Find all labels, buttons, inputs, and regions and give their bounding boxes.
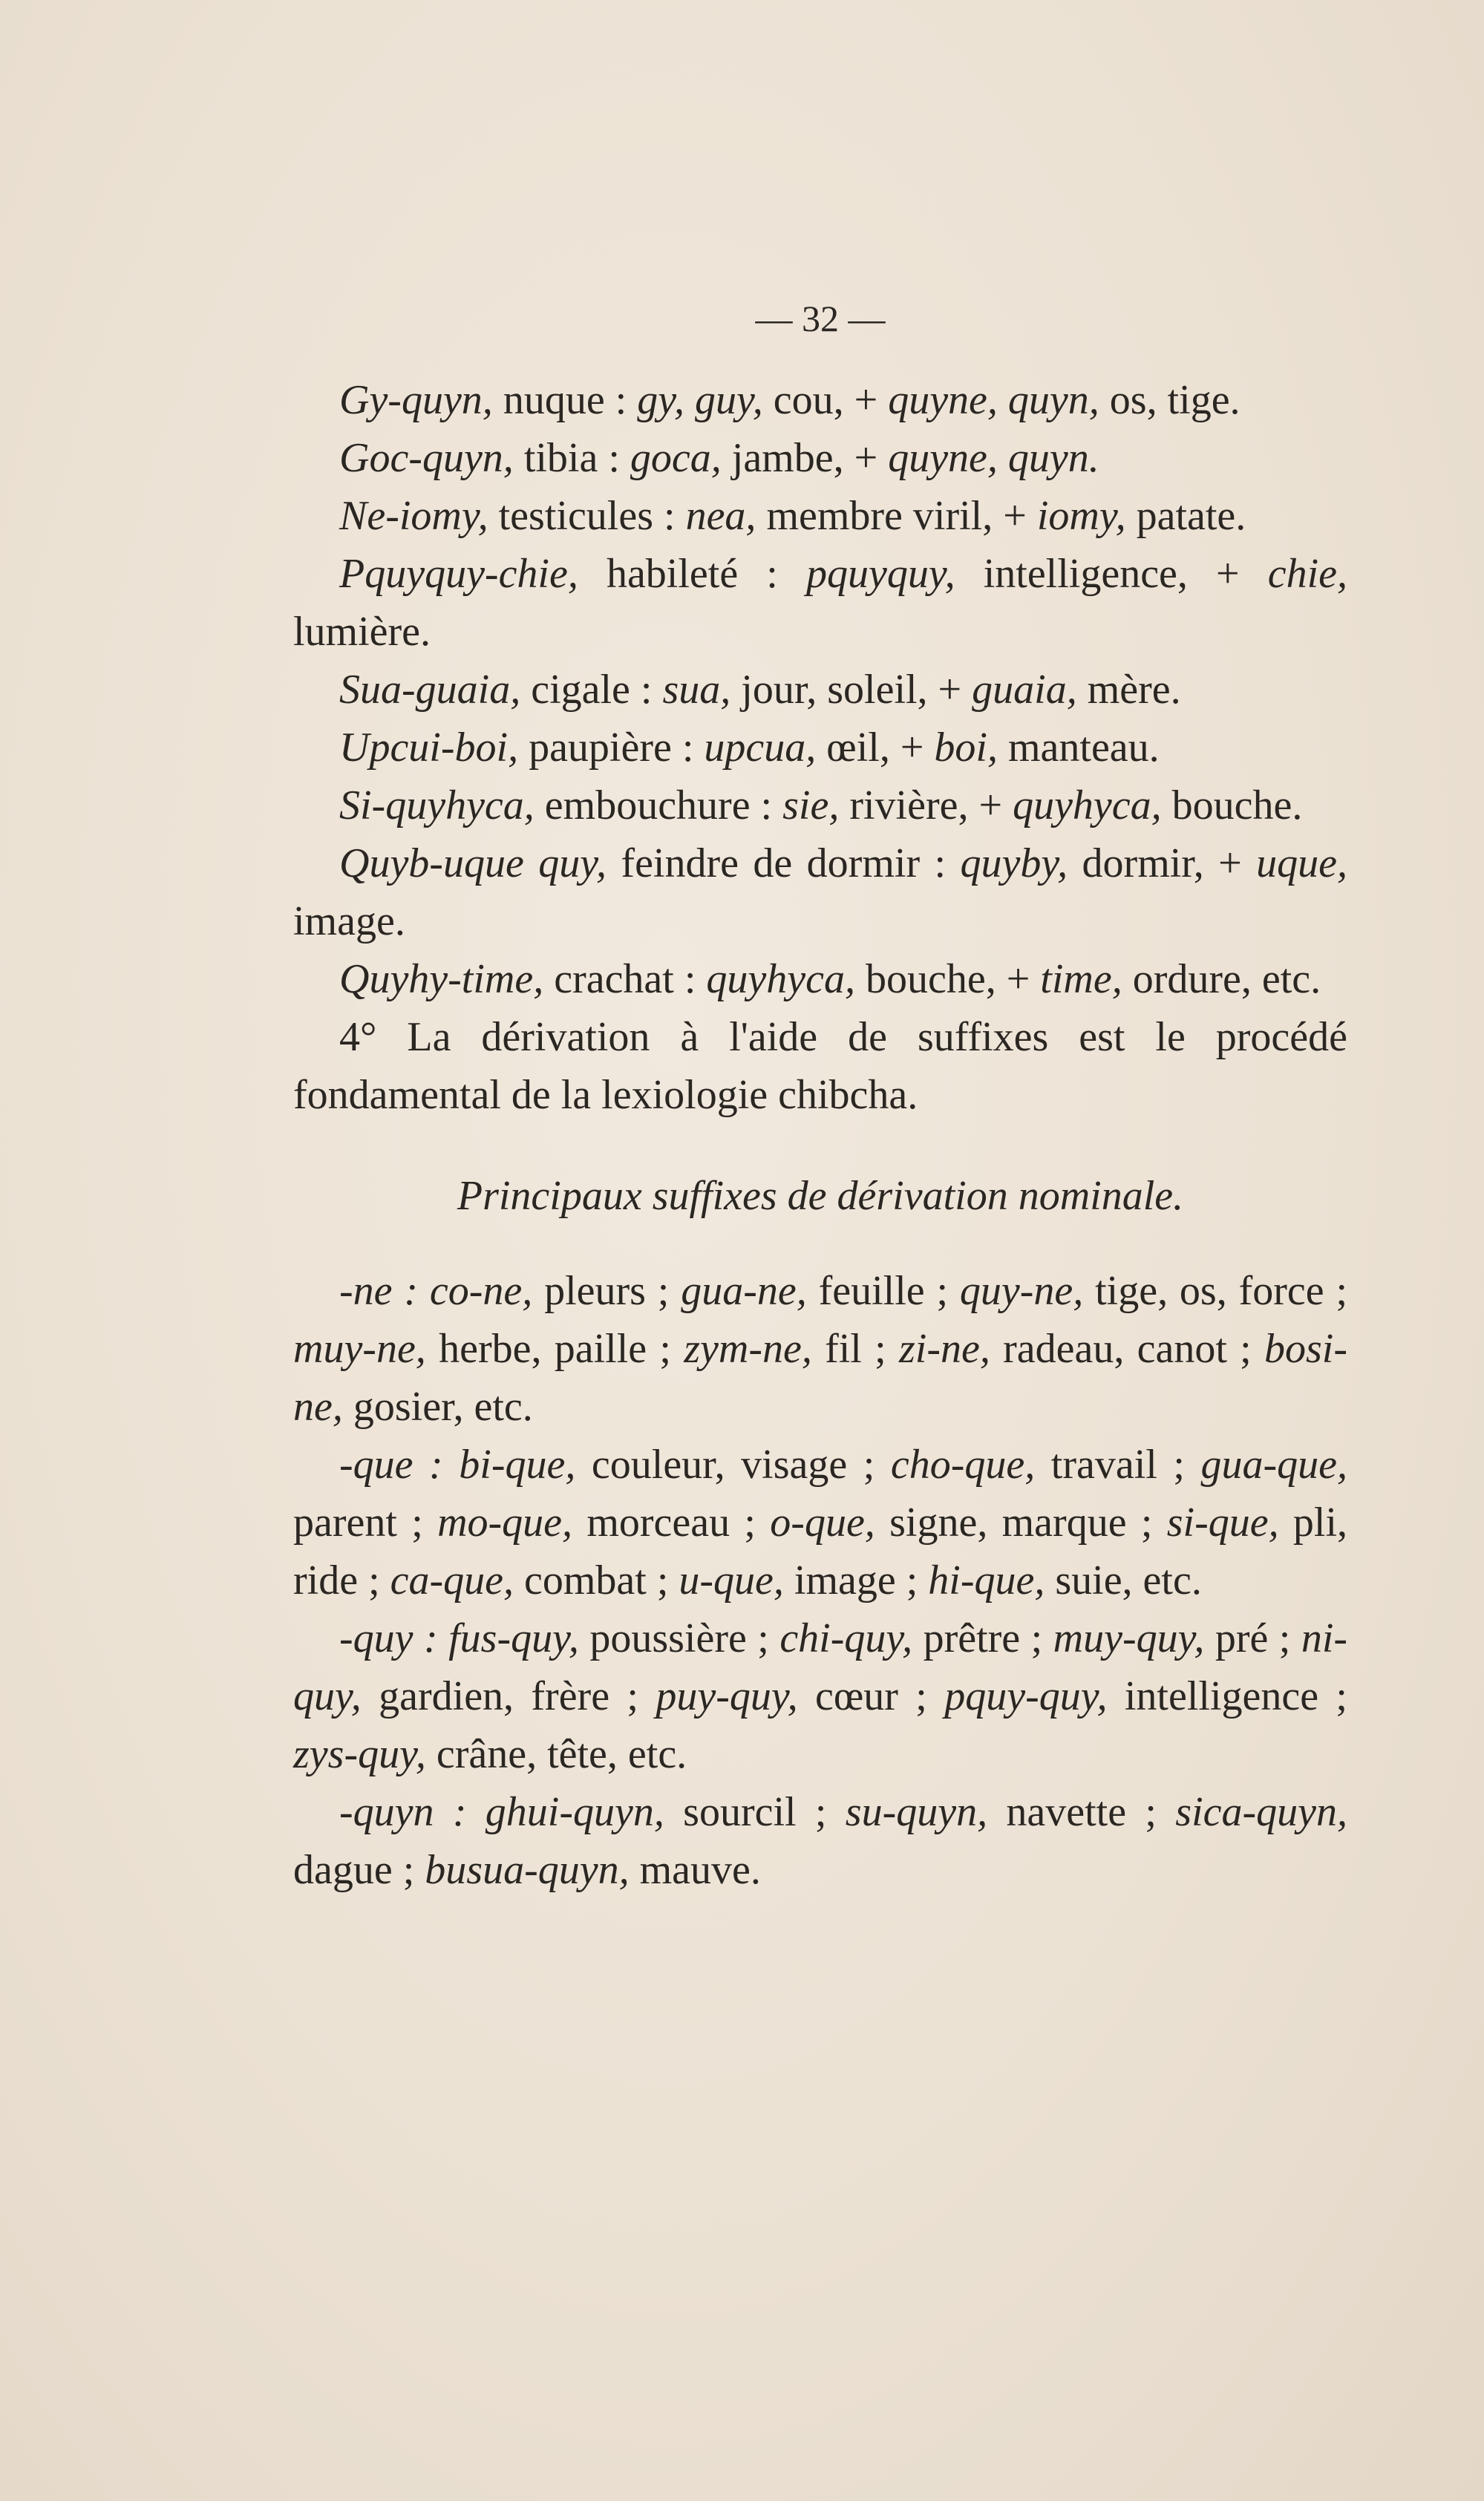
text-run: couleur, visage ;: [575, 1442, 891, 1488]
text-run: crâne, tête, etc.: [425, 1731, 687, 1777]
text-run: feuille ;: [806, 1268, 960, 1314]
italic-term: Si-quyhyca,: [339, 782, 535, 828]
text-run: embouchure :: [534, 782, 783, 828]
text-run: [438, 1615, 448, 1661]
italic-term: muy-ne,: [293, 1326, 426, 1372]
text-run: intelligence ;: [1107, 1673, 1347, 1719]
text-run: image ;: [783, 1557, 929, 1603]
text-run: [466, 1789, 485, 1835]
italic-term: sie,: [782, 782, 840, 828]
italic-term: bosi-ne,: [293, 1326, 1347, 1430]
italic-term: bi-que,: [459, 1442, 576, 1488]
italic-term: su-quyn,: [845, 1789, 988, 1835]
text-run: fil ;: [811, 1326, 899, 1372]
text-run: morceau ;: [572, 1500, 771, 1546]
text-run: cœur ;: [797, 1673, 945, 1719]
italic-term: Upcui-boi,: [339, 725, 519, 771]
suffix-entries: [293, 1262, 1347, 1899]
italic-term: chi-quy,: [779, 1615, 913, 1661]
italic-term: cho-que,: [890, 1442, 1036, 1488]
text-run: herbe, paille ;: [425, 1326, 684, 1372]
italic-term: quyhyca,: [706, 956, 855, 1002]
text-run: mère.: [1076, 667, 1181, 713]
italic-term: pquy-quy,: [944, 1673, 1108, 1719]
compound-entries: [293, 371, 1347, 1124]
text-run: crachat :: [543, 956, 707, 1002]
text-run: cigale :: [520, 667, 663, 713]
text-run: combat ;: [513, 1557, 679, 1603]
italic-term: Goc-quyn,: [339, 435, 514, 481]
compound-entry: [293, 661, 1347, 719]
text-run: 4° La dérivation à l'aide de suffixes est le procédé fondamental de la lexiologie chibcha.: [293, 1014, 1347, 1118]
italic-term: sua,: [662, 667, 731, 713]
suffix-entry: [293, 1609, 1347, 1783]
suffix-entry: [293, 1783, 1347, 1899]
italic-term: o-que,: [770, 1500, 875, 1546]
italic-term: sica-quyn,: [1175, 1789, 1347, 1835]
text-run: [418, 1268, 430, 1314]
compound-entry: [293, 1008, 1347, 1124]
text-run: pleurs ;: [532, 1268, 681, 1314]
italic-term: upcua,: [704, 725, 817, 771]
text-run: tige, os, force ;: [1083, 1268, 1347, 1314]
italic-term: co-ne,: [429, 1268, 533, 1314]
italic-term: gua-que,: [1200, 1442, 1348, 1488]
italic-term: Sua-guaia,: [339, 667, 521, 713]
text-run: rivière, +: [839, 782, 1013, 828]
text-run: pré ;: [1204, 1615, 1301, 1661]
italic-term: fus-quy,: [448, 1615, 579, 1661]
italic-term: gy, guy,: [637, 377, 763, 423]
italic-term: -quy :: [339, 1615, 438, 1661]
text-run: intelligence, +: [955, 551, 1268, 597]
italic-term: ghui-quyn,: [485, 1789, 664, 1835]
italic-term: quy-ne,: [959, 1268, 1084, 1314]
compound-entry: [293, 371, 1347, 429]
italic-term: quyby,: [960, 840, 1068, 886]
italic-term: pquyquy,: [805, 551, 955, 597]
italic-term: hi-que,: [928, 1557, 1045, 1603]
text-run: image.: [293, 898, 405, 944]
italic-term: si-que,: [1166, 1500, 1279, 1546]
italic-term: zi-ne,: [898, 1326, 990, 1372]
italic-term: gua-ne,: [681, 1268, 807, 1314]
italic-term: zys-quy,: [293, 1731, 426, 1777]
text-run: ordure, etc.: [1122, 956, 1321, 1002]
text-run: testicules :: [488, 493, 686, 539]
italic-term: ca-que,: [390, 1557, 514, 1603]
italic-term: Gy-quyn,: [339, 377, 493, 423]
italic-term: quyne, quyn,: [888, 377, 1099, 423]
italic-term: quyhyca,: [1013, 782, 1162, 828]
italic-term: chie,: [1267, 551, 1347, 597]
text-run: patate.: [1125, 493, 1246, 539]
italic-term: uque,: [1256, 840, 1347, 886]
text-run: bouche, +: [854, 956, 1041, 1002]
text-run: œil, +: [816, 725, 935, 771]
italic-term: zym-ne,: [684, 1326, 812, 1372]
text-run: nuque :: [492, 377, 638, 423]
compound-entry: [293, 719, 1347, 777]
compound-entry: [293, 777, 1347, 834]
compound-entry: [293, 834, 1347, 950]
italic-term: Pquyquy-chie,: [339, 551, 578, 597]
text-run: poussière ;: [578, 1615, 780, 1661]
italic-term: time,: [1040, 956, 1122, 1002]
text-run: navette ;: [987, 1789, 1176, 1835]
italic-term: nea,: [685, 493, 756, 539]
compound-entry: [293, 545, 1347, 661]
italic-term: -que :: [339, 1442, 443, 1488]
italic-term: u-que,: [679, 1557, 784, 1603]
italic-term: iomy,: [1036, 493, 1126, 539]
text-run: bouche.: [1161, 782, 1303, 828]
text-run: travail ;: [1035, 1442, 1201, 1488]
italic-term: busua-quyn,: [425, 1847, 630, 1893]
text-run: prêtre ;: [912, 1615, 1053, 1661]
text-run: signe, marque ;: [875, 1500, 1167, 1546]
suffix-entry: [293, 1262, 1347, 1436]
italic-term: goca,: [630, 435, 722, 481]
text-run: lumière.: [293, 609, 431, 655]
italic-term: mo-que,: [437, 1500, 573, 1546]
text-run: membre viril, +: [756, 493, 1037, 539]
page-number: — 32 —: [755, 298, 886, 339]
text-run: manteau.: [997, 725, 1160, 771]
italic-term: Quyhy-time,: [339, 956, 544, 1002]
text-run: tibia :: [513, 435, 630, 481]
text-run: habileté :: [578, 551, 806, 597]
italic-term: boi,: [934, 725, 998, 771]
italic-term: Quyb-uque quy,: [339, 840, 607, 886]
text-run: cou, +: [762, 377, 889, 423]
italic-term: -quyn :: [339, 1789, 467, 1835]
italic-term: -ne :: [339, 1268, 419, 1314]
italic-term: ni-quy,: [293, 1615, 1348, 1719]
italic-term: muy-quy,: [1053, 1615, 1205, 1661]
text-run: jour, soleil, +: [730, 667, 973, 713]
italic-term: quyne, quyn.: [888, 435, 1099, 481]
text-block: [293, 297, 1347, 1899]
suffix-entry: [293, 1436, 1347, 1609]
text-run: sourcil ;: [664, 1789, 846, 1835]
text-run: feindre de dormir :: [607, 840, 961, 886]
text-run: pli, ride ;: [293, 1500, 1347, 1603]
text-run: gardien, frère ;: [361, 1673, 656, 1719]
text-run: gosier, etc.: [342, 1384, 533, 1430]
text-run: paupière :: [518, 725, 705, 771]
compound-entry: [293, 487, 1347, 545]
italic-term: Ne-iomy,: [339, 493, 488, 539]
section-heading: Principaux suffixes de dérivation nominale.: [457, 1173, 1184, 1219]
text-run: dague ;: [293, 1847, 425, 1893]
text-run: suie, etc.: [1045, 1557, 1202, 1603]
text-run: dormir, +: [1068, 840, 1257, 886]
text-run: parent ;: [293, 1500, 438, 1546]
compound-entry: [293, 950, 1347, 1008]
compound-entry: [293, 429, 1347, 487]
italic-term: puy-quy,: [656, 1673, 798, 1719]
text-run: [443, 1442, 460, 1488]
text-run: radeau, canot ;: [990, 1326, 1264, 1372]
text-run: jambe, +: [721, 435, 889, 481]
italic-term: guaia,: [972, 667, 1077, 713]
text-run: os, tige.: [1099, 377, 1241, 423]
text-run: mauve.: [629, 1847, 761, 1893]
